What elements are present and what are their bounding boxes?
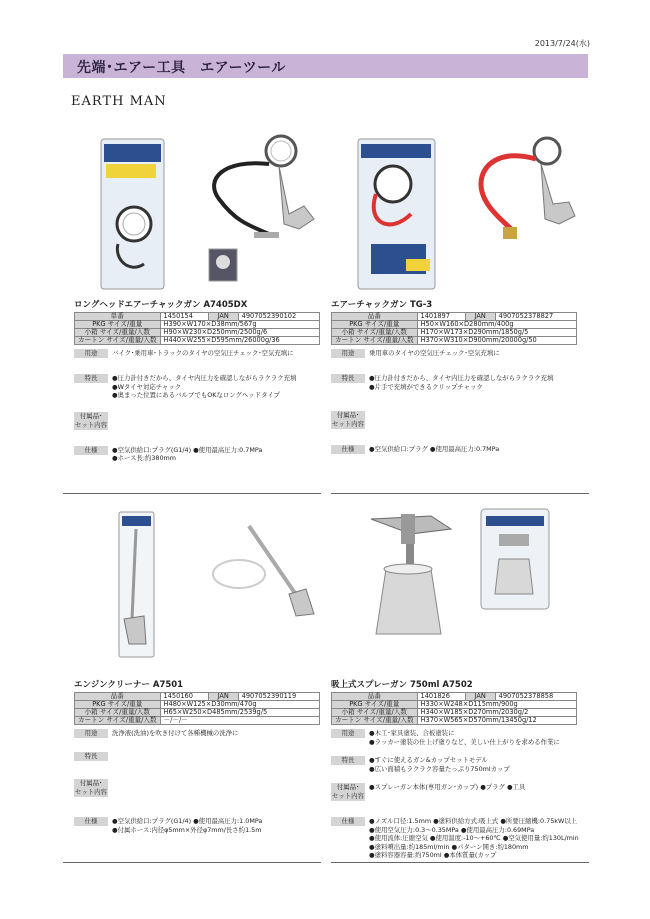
feature-row — [331, 374, 591, 391]
inner-box-label: 小箱 サイズ/重量/入数 — [75, 709, 161, 717]
product-images — [331, 124, 591, 299]
usage-text: 洗浄液(洗油)を吹き付けて各種機械の洗浄に — [112, 729, 239, 737]
carton-value: H370×W310×D900mm/20000g/50 — [417, 337, 576, 345]
product-images — [74, 504, 334, 679]
spec-item: ●使用空気圧力:0.3～0.35MPa ●使用最高圧力:0.69MPa — [369, 825, 535, 834]
page-title: 先端･エアー工具 エアーツール — [77, 60, 286, 76]
carton-value: H440×W255×D595mm/26000g/36 — [160, 337, 319, 345]
product-code: 1401897 — [417, 313, 465, 321]
print-date: 2013/7/24(水) — [534, 39, 590, 48]
spec-item: ●ホース長:約380mm — [112, 454, 177, 462]
package-image — [74, 504, 319, 664]
feature-label: 特長 — [74, 374, 108, 383]
accessories-text — [365, 411, 369, 429]
product-name: エアーチャックガン TG-3 — [331, 300, 433, 310]
jan-label: JAN — [465, 313, 495, 321]
feature-item: ●圧力計付きだから、タイヤ内圧力を確認しながらラクラク充填 — [369, 374, 554, 382]
accessories-label: 付属品･ セット内容 — [75, 779, 107, 796]
product-card — [74, 124, 334, 463]
jan-code: 4907052390102 — [238, 313, 319, 321]
spec-item: ●使用流体:圧縮空気 ●使用温度:-10～+60℃ ●空気使用量:約130L/min — [369, 834, 579, 842]
accessories-label: 付属品･ セット内容 — [332, 411, 364, 428]
carton-label: カートン サイズ/重量/入数 — [75, 717, 161, 725]
feature-item: ●広い面積もラクラク容量たっぷり750mlカップ — [369, 764, 510, 773]
accessories-label: 付属品･ セット内容 — [75, 411, 107, 429]
usage-row — [331, 729, 591, 746]
feature-item: ●Wタイヤ対応チャック — [112, 382, 182, 391]
inner-box-label: 小箱 サイズ/重量/入数 — [332, 709, 418, 717]
code-label: 品番 — [332, 693, 418, 701]
feature-item: ●片手で充填ができるクリップチャック — [369, 382, 483, 391]
spec-item: ●空気供給口:プラグ ●使用最高圧力:0.7MPa — [369, 445, 500, 453]
inner-box-label: 小箱 サイズ/重量/入数 — [75, 329, 161, 337]
product-card — [331, 504, 591, 860]
carton-value: －/－/－ — [160, 717, 319, 725]
jan-label: JAN — [465, 693, 495, 701]
page-title-band — [63, 54, 588, 78]
accessories-text — [108, 779, 112, 797]
accessories-row — [331, 783, 591, 801]
inner-box-value: H90×W230×D250mm/2500g/6 — [160, 329, 319, 337]
product-name: 吸上式スプレーガン 750ml A7502 — [331, 680, 473, 690]
inner-box-value: H340×W185×D270mm/2030g/2 — [417, 709, 576, 717]
code-label: 品番 — [332, 313, 418, 321]
pkg-value: H330×W248×D115mm/900g — [417, 701, 576, 709]
carton-label: カートン サイズ/重量/入数 — [75, 337, 161, 345]
inner-box-value: H65×W250×D485mm/2539g/5 — [160, 709, 319, 717]
accessories-row — [331, 411, 591, 429]
jan-code: 4907052378827 — [495, 313, 576, 321]
feature-item: ●すぐに使えるガン&カップセットモデル — [369, 756, 488, 764]
carton-value: H370×W565×D570mm/13450g/12 — [417, 717, 576, 725]
spec-label: 仕様 — [331, 445, 365, 454]
product-images — [74, 124, 334, 299]
product-name: エンジンクリーナー A7501 — [74, 680, 184, 690]
spec-item: ●塗料容器容量:約750ml ●本体質量(カップ — [369, 851, 497, 859]
spec-row — [331, 445, 591, 454]
usage-row — [74, 349, 334, 358]
usage-text: ●木工･家具塗装、合板塗装に ●ラッカー塗装の仕上げ塗りなど、美しい仕上がりを求める作業に — [369, 729, 560, 746]
pkg-label: PKG サイズ/重量 — [332, 701, 418, 709]
pkg-label: PKG サイズ/重量 — [75, 701, 161, 709]
accessories-text: ●スプレーガン本体(専用ガン･カップ) ●プラグ ●工具 — [369, 783, 526, 791]
product-code: 1450160 — [160, 693, 208, 701]
product-code: 1450154 — [160, 313, 208, 321]
pkg-label: PKG サイズ/重量 — [75, 321, 161, 329]
accessories-text — [108, 412, 112, 430]
divider — [331, 493, 589, 494]
spec-item: ●付属ホース:内径φ5mm×外径φ7mm/長さ約1.5m — [112, 825, 262, 834]
brand-logo: EARTH MAN — [71, 94, 167, 109]
jan-code: 4907052390119 — [238, 693, 319, 701]
product-name: ロングヘッドエアーチャックガン A7405DX — [74, 300, 248, 310]
code-label: 単番 — [75, 313, 161, 321]
spec-row — [74, 446, 334, 463]
carton-label: カートン サイズ/重量/入数 — [332, 337, 418, 345]
spec-table — [331, 692, 577, 725]
usage-text: 乗用車のタイヤの空気圧チェック･空気充填に — [369, 349, 500, 357]
feature-row — [331, 756, 591, 773]
feature-label: 特長 — [74, 752, 108, 761]
spec-label: 仕様 — [74, 817, 108, 826]
usage-label: 用途 — [331, 729, 365, 738]
accessories-label: 付属品･ セット内容 — [332, 783, 364, 800]
spec-table — [331, 312, 577, 345]
pkg-value: H480×W125×D30mm/470g — [160, 701, 319, 709]
spec-item: ●空気供給口:プラグ(G1/4) ●使用最高圧力:1.0MPa — [112, 817, 263, 825]
carton-label: カートン サイズ/重量/入数 — [332, 717, 418, 725]
divider — [331, 862, 589, 863]
feature-label: 特長 — [331, 756, 365, 765]
spec-table — [74, 312, 320, 345]
inner-box-label: 小箱 サイズ/重量/入数 — [332, 329, 418, 337]
feature-item: ●奥まった位置にあるバルブでもOKなロングヘッドタイプ — [112, 391, 280, 399]
spec-label: 仕様 — [331, 817, 365, 826]
feature-row — [74, 374, 334, 400]
usage-row — [331, 349, 591, 358]
package-image — [331, 504, 576, 664]
pkg-label: PKG サイズ/重量 — [332, 321, 418, 329]
product-card — [331, 124, 591, 454]
inner-box-value: H170×W173×D290mm/1850g/5 — [417, 329, 576, 337]
package-image — [74, 124, 319, 299]
jan-code: 4907052378858 — [495, 693, 576, 701]
usage-text: バイク･乗用車･トラックのタイヤの空気圧チェック･空気充填に — [112, 349, 294, 357]
spec-row — [331, 817, 591, 860]
package-image — [331, 124, 576, 299]
spec-table — [74, 692, 320, 725]
accessories-row — [74, 412, 334, 430]
product-code: 1401826 — [417, 693, 465, 701]
divider — [63, 493, 321, 494]
spec-item: ●塗料噴出量:約185ml/min ●パターン開き:約180mm — [369, 842, 529, 851]
divider — [63, 862, 321, 863]
usage-label: 用途 — [74, 729, 108, 738]
usage-label: 用途 — [331, 349, 365, 358]
jan-label: JAN — [208, 693, 238, 701]
feature-row — [74, 752, 334, 761]
jan-label: JAN — [208, 313, 238, 321]
feature-label: 特長 — [331, 374, 365, 383]
usage-row — [74, 729, 334, 738]
product-images — [331, 504, 591, 679]
accessories-row — [74, 779, 334, 797]
pkg-value: H50×W160×D280mm/400g — [417, 321, 576, 329]
pkg-value: H390×W170×D38mm/567g — [160, 321, 319, 329]
spec-item: ●ノズル口径:1.5mm ●塗料供給方式:吸上式 ●所要圧縮機:0.75kW以上 — [369, 817, 578, 825]
spec-label: 仕様 — [74, 446, 108, 455]
spec-item: ●空気供給口:プラグ(G1/4) ●使用最高圧力:0.7MPa — [112, 445, 263, 454]
usage-label: 用途 — [74, 349, 108, 358]
spec-row — [74, 817, 334, 834]
code-label: 品番 — [75, 693, 161, 701]
product-card — [74, 504, 334, 834]
feature-item: ●圧力計付きだから、タイヤ内圧力を確認しながらラクラク充填 — [112, 374, 297, 382]
